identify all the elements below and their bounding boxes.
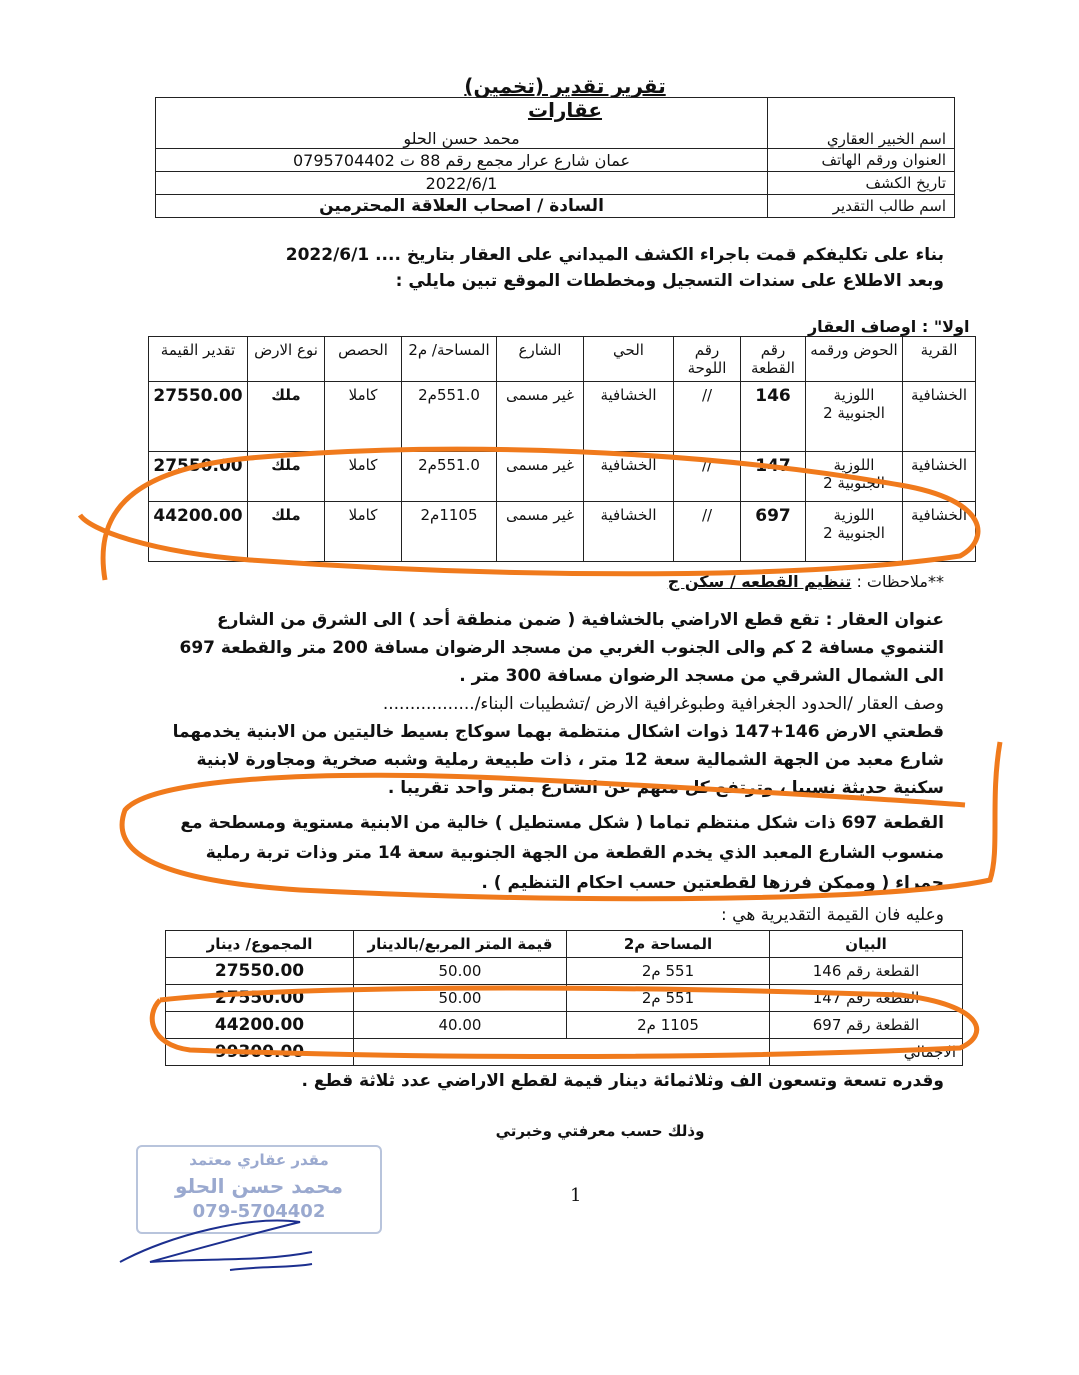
info-label: اسم طالب التقدير [768, 195, 955, 218]
value-cell-area: 551 م2 [567, 985, 770, 1012]
body-line: عنوان العقار : تقع قطع الاراضي بالخشافية ( ضمن منطقة أحد ) الى الشرق من الشارع [217, 610, 944, 630]
info-row [156, 195, 955, 218]
desc-cell-board: // [674, 382, 741, 452]
value-row [166, 1012, 963, 1039]
body-line: القطعة 697 ذات شكل منتظم تماما ( شكل مستطيل ) خالية من الابنية مستوية ومسطحة مع [180, 813, 944, 833]
info-label: تاريخ الكشف [768, 172, 955, 195]
body-line: منسوب الشارع المعبد الذي يخدم القطعة من الجهة الجنوبية سعة 14 متر وذات تربة رملية [205, 843, 944, 863]
desc-cell-parcel: 146 [741, 382, 806, 452]
value-total-label: الاجمالي [770, 1039, 963, 1066]
body-line: قطعتي الارض 146+147 ذوات اشكال منتظمة بهما سوكاج بسيط خاليتين من الابنية يخدمهما [172, 722, 944, 742]
value-header: قيمة المتر المربع/بالدينار [354, 931, 567, 958]
desc-cell-parcel: 147 [741, 452, 806, 502]
desc-cell-village: الخشافية [903, 452, 976, 502]
desc-cell-share: كاملا [325, 382, 402, 452]
info-row [156, 172, 955, 195]
desc-cell-type: ملك [248, 452, 325, 502]
desc-cell-street: غير مسمى [497, 502, 584, 562]
value-cell-total: 27550.00 [166, 958, 354, 985]
desc-header: القرية [903, 337, 976, 382]
value-total-row [166, 1039, 963, 1066]
value-cell-item: القطعة رقم 697 [770, 1012, 963, 1039]
desc-cell-village: الخشافية [903, 502, 976, 562]
value-cell-rate: 50.00 [354, 958, 567, 985]
info-label: اسم الخبير العقاري [768, 98, 955, 149]
info-value: 2022/6/1 [156, 172, 768, 195]
desc-cell-district: الخشافية [584, 502, 674, 562]
value-cell-rate: 50.00 [354, 985, 567, 1012]
value-header-row [166, 931, 963, 958]
value-cell-rate: 40.00 [354, 1012, 567, 1039]
desc-cell-district: الخشافية [584, 382, 674, 452]
desc-cell-value: 27550.00 [149, 382, 248, 452]
desc-cell-basin: اللوزية الجنوبية 2 [806, 502, 903, 562]
value-total-amount: 99300.00 [166, 1039, 354, 1066]
desc-cell-street: غير مسمى [497, 382, 584, 452]
desc-cell-share: كاملا [325, 502, 402, 562]
desc-cell-basin: اللوزية الجنوبية 2 [806, 382, 903, 452]
desc-cell-type: ملك [248, 382, 325, 452]
desc-row [149, 382, 976, 452]
desc-cell-area: 551.0م2 [402, 452, 497, 502]
desc-cell-street: غير مسمى [497, 452, 584, 502]
info-label: العنوان ورقم الهاتف [768, 149, 955, 172]
notes-line [668, 572, 944, 591]
value-header: المجموع/ دينار [166, 931, 354, 958]
desc-row [149, 452, 976, 502]
desc-header: نوع الارض [248, 337, 325, 382]
property-description-table [148, 313, 976, 562]
body-line: شارع معبد من الجهة الشمالية سعة 12 متر ، ذات طبيعة رملية وشبه صخرية ومجاورة لابنية [196, 750, 944, 770]
desc-header-row [149, 337, 976, 382]
value-total-spacer [354, 1039, 770, 1066]
value-cell-total: 44200.00 [166, 1012, 354, 1039]
report-title: تقرير تقدير (تخمين) عقارات [464, 74, 666, 122]
value-header: البيان [770, 931, 963, 958]
desc-cell-village: الخشافية [903, 382, 976, 452]
info-value: عمان شارع عرار مجمع رقم 88 ت 0795704402 [156, 149, 768, 172]
desc-cell-district: الخشافية [584, 452, 674, 502]
desc-cell-board: // [674, 502, 741, 562]
intro-line-2: وبعد الاطلاع على سندات التسجيل ومخططات الموقع تبين مايلي : [395, 271, 944, 291]
body-line: وعليه فان القيمة التقديرية هي : [721, 905, 944, 925]
notes-value: تنظيم القطعه / سكن ج [667, 572, 852, 591]
body-line: الى الشمال الشرقي من مسجد الرضوان مسافة 300 متر . [459, 666, 944, 686]
value-cell-area: 551 م2 [567, 958, 770, 985]
closing-text: وذلك حسب معرفتي وخبرتي [495, 1122, 705, 1140]
info-row [156, 149, 955, 172]
value-row [166, 958, 963, 985]
desc-row [149, 502, 976, 562]
desc-cell-share: كاملا [325, 452, 402, 502]
official-stamp [136, 1145, 382, 1234]
value-cell-item: القطعة رقم 147 [770, 985, 963, 1012]
info-row [156, 98, 955, 149]
desc-cell-basin: اللوزية الجنوبية 2 [806, 452, 903, 502]
desc-header: رقم اللوحة [674, 337, 741, 382]
notes-label: **ملاحظات : [856, 572, 944, 591]
value-cell-item: القطعة رقم 146 [770, 958, 963, 985]
desc-cell-type: ملك [248, 502, 325, 562]
desc-cell-area: 1105م2 [402, 502, 497, 562]
desc-header: المساحة/ م2 [402, 337, 497, 382]
desc-cell-board: // [674, 452, 741, 502]
desc-cell-value: 27550.00 [149, 452, 248, 502]
info-value: السادة / اصحاب العلاقة المحترمين [156, 195, 768, 218]
desc-header: تقدير القيمة [149, 337, 248, 382]
desc-header: الشارع [497, 337, 584, 382]
desc-section-title: اولا" : اوصاف العقار [807, 317, 970, 336]
valuation-table [165, 930, 963, 1066]
info-value: محمد حسن الحلو [156, 98, 768, 149]
stamp-line: مقدر عقاري معتمد [189, 1151, 329, 1169]
value-cell-total: 27550.00 [166, 985, 354, 1012]
body-line: التنموي مسافة 2 كم والى الجنوب الغربي من مسجد الرضوان مسافة 200 متر والقطعة 697 [179, 638, 944, 658]
expert-info-table [155, 97, 955, 218]
body-line: وصف العقار /الحدود الجغرافية وطبوغرافية الارض /تشطيبات البناء/................. [382, 694, 944, 714]
desc-cell-parcel: 697 [741, 502, 806, 562]
page-number: 1 [570, 1185, 582, 1206]
value-header: المساحة م2 [567, 931, 770, 958]
value-row [166, 985, 963, 1012]
stamp-line: 079-5704402 [192, 1201, 326, 1222]
body-line: حمراء ( وممكن فرزها لقطعتين حسب احكام التنظيم ) . [481, 873, 944, 893]
desc-header: الحصص [325, 337, 402, 382]
intro-line-1: بناء على تكليفكم قمت باجراء الكشف الميداني على العقار بتاريخ .... 2022/6/1 [285, 245, 944, 265]
desc-header: رقم القطعة [741, 337, 806, 382]
desc-cell-area: 551.0م2 [402, 382, 497, 452]
amount-in-words: وقدره تسعة وتسعون الف وثلاثمائة دينار قيمة لقطع الاراضي عدد ثلاثة قطع . [301, 1071, 944, 1091]
desc-header: الحوض ورقمه [806, 337, 903, 382]
desc-header: الحي [584, 337, 674, 382]
value-cell-area: 1105 م2 [567, 1012, 770, 1039]
desc-cell-value: 44200.00 [149, 502, 248, 562]
desc-section-row [149, 313, 976, 337]
stamp-line: محمد حسن الحلو [175, 1174, 343, 1198]
body-line: سكنية حديثة نسبيا ، وترتفع كل منهم عن الشارع بمتر واحد تقريبا . [387, 778, 944, 798]
